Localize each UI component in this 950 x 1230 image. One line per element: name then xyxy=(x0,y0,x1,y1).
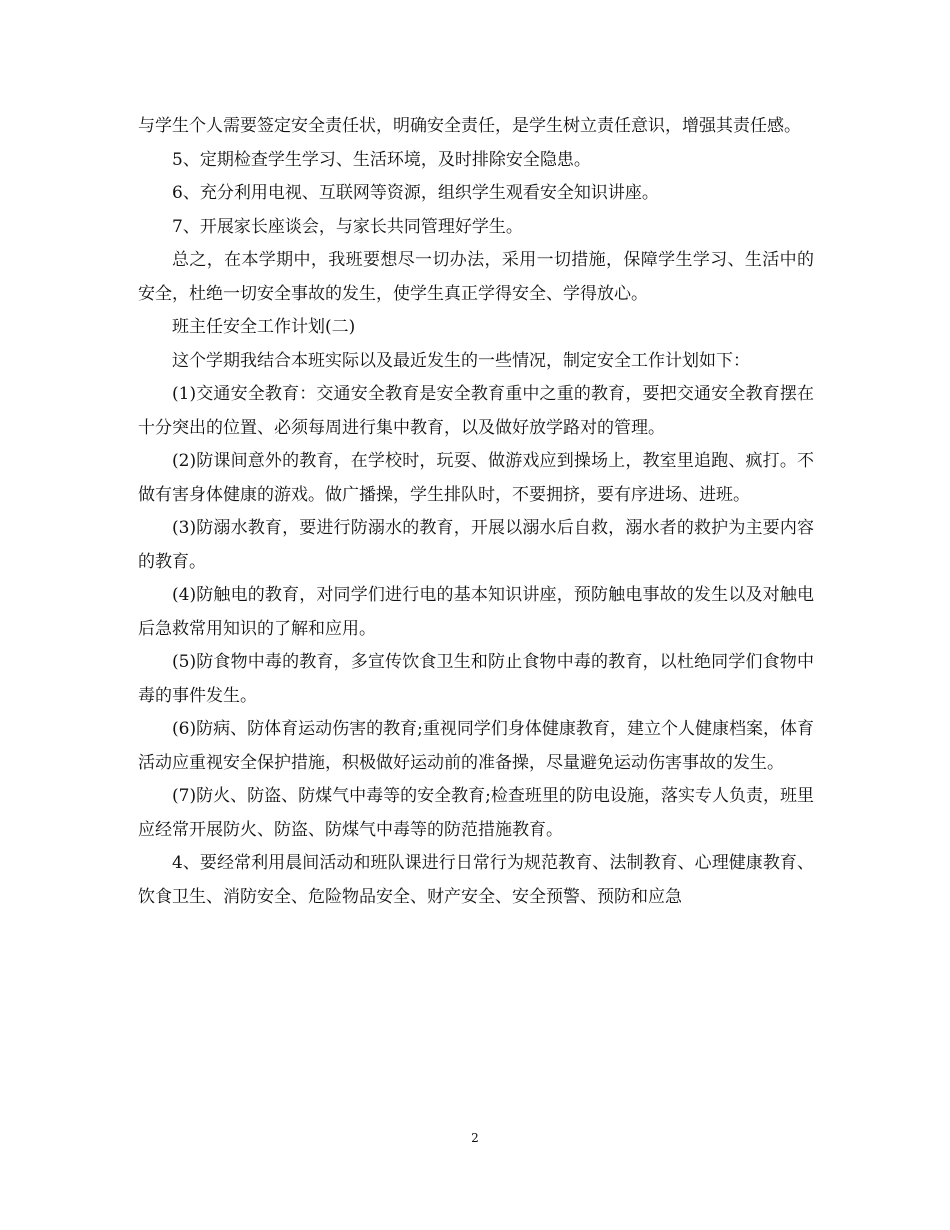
paragraph: (5)防食物中毒的教育，多宣传饮食卫生和防止食物中毒的教育，以杜绝同学们食物中毒的事件发生。 xyxy=(138,652,814,706)
paragraph: 这个学期我结合本班实际以及最近发生的一些情况，制定安全工作计划如下： xyxy=(172,350,750,371)
paragraph: (7)防火、防盗、防煤气中毒等的安全教育;检查班里的防电设施，落实专人负责，班里应经常开展防火、防盗、防煤气中毒等的防范措施教育。 xyxy=(138,786,814,840)
paragraph: 与学生个人需要签定安全责任状，明确安全责任，是学生树立责任意识，增强其责任感。 xyxy=(138,116,801,136)
paragraph: 4、要经常利用晨间活动和班队课进行日常行为规范教育、法制教育、心理健康教育、饮食卫生、消防安全、危险物品安全、财产安全、安全预警、预防和应急 xyxy=(138,853,814,907)
paragraph: (2)防课间意外的教育，在学校时，玩耍、做游戏应到操场上，教室里追跑、疯打。不做有害身体健康的游戏。做广播操，学生排队时，不要拥挤，要有序进场、进班。 xyxy=(138,451,814,505)
paragraph: 6、充分利用电视、互联网等资源，组织学生观看安全知识讲座。 xyxy=(172,183,659,203)
paragraph: (4)防触电的教育，对同学们进行电的基本知识讲座，预防触电事故的发生以及对触电后急救常用知识的了解和应用。 xyxy=(138,585,814,639)
section-heading: 班主任安全工作计划(二) xyxy=(172,317,356,337)
paragraph: 总之，在本学期中，我班要想尽一切办法，采用一切措施，保障学生学习、生活中的安全，杜绝一切安全事故的发生，使学生真正学得安全、学得放心。 xyxy=(138,250,814,304)
paragraph: (3)防溺水教育，要进行防溺水的教育，开展以溺水后自救，溺水者的救护为主要内容的教育。 xyxy=(138,518,814,572)
document-body xyxy=(138,110,814,914)
paragraph: (6)防病、防体育运动伤害的教育;重视同学们身体健康教育，建立个人健康档案，体育活动应重视安全保护措施，积极做好运动前的准备操，尽量避免运动伤害事故的发生。 xyxy=(138,719,814,773)
paragraph: 7、开展家长座谈会，与家长共同管理好学生。 xyxy=(172,216,523,237)
paragraph: 5、定期检查学生学习、生活环境，及时排除安全隐患。 xyxy=(172,149,591,170)
page-number: 2 xyxy=(471,1131,479,1145)
paragraph: (1)交通安全教育：交通安全教育是安全教育重中之重的教育，要把交通安全教育摆在十分突出的位置、必须每周进行集中教育，以及做好放学路对的管理。 xyxy=(138,384,814,438)
